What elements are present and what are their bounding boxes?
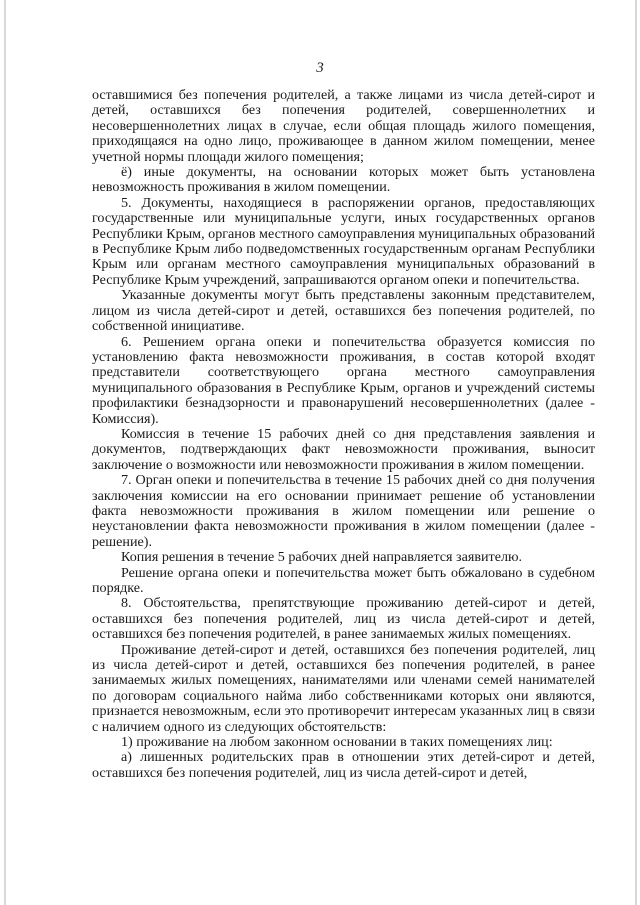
paragraph: 8. Обстоятельства, препятствующие проживанию детей-сирот и детей, оставшихся без попечения родителей, лиц из числа детей-сирот и детей, оставшихся без попечения родителей, в ранее занимаемых жилых помещениях. — [92, 595, 595, 643]
paragraph: Указанные документы могут быть представлены законным представителем, лицом из числа детей-сирот и детей, оставшихся без попечения родителей, по собственной инициативе. — [92, 287, 595, 335]
scan-edge-right — [635, 0, 637, 905]
paragraph: 1) проживание на любом законном основании в таких помещениях лиц: — [121, 734, 553, 751]
paragraph: а) лишенных родительских прав в отношении этих детей-сирот и детей, оставшихся без попечения родителей, лиц из числа детей-сирот и детей, — [92, 749, 595, 781]
paragraph: Проживание детей-сирот и детей, оставшихся без попечения родителей, лиц из числа детей-сирот и детей, оставшихся без попечения родителей, в ранее занимаемых жилых помещениях, нанимателями или членами семей нанимателей по договорам социального найма либо собственниками которых они являются, признается невозможным, если это противоречит интересам указанных лиц в связи с наличием одного из следующих обстоятельств: — [92, 641, 595, 735]
paragraph: 7. Орган опеки и попечительства в течение 15 рабочих дней со дня получения заключения комиссии на его основании принимает решение об установлении факта невозможности проживания в жилом помещении или решение о неустановлении факта невозможности проживания в жилом помещении (далее - решение). — [92, 472, 595, 550]
document-body — [92, 88, 595, 781]
paragraph: Комиссия в течение 15 рабочих дней со дня представления заявления и документов, подтверждающих факт невозможности проживания, выносит заключение о возможности или невозможности проживания в жилом помещении. — [92, 425, 595, 473]
scan-edge-left — [4, 0, 6, 905]
paragraph: ё) иные документы, на основании которых может быть установлена невозможность проживания в жилом помещении. — [92, 164, 595, 196]
paragraph: Решение органа опеки и попечительства может быть обжаловано в судебном порядке. — [92, 564, 595, 596]
page-number: 3 — [316, 60, 324, 76]
paragraph: 6. Решением органа опеки и попечительства образуется комиссия по установлению факта невозможности проживания, в состав которой входят представители соответствующего органа местного самоуправления муниципального образования в Республике Крым, органов и учреждений системы профилактики безнадзорности и правонарушений несовершеннолетних (далее - Комиссия). — [92, 333, 595, 427]
paragraph: Копия решения в течение 5 рабочих дней направляется заявителю. — [121, 549, 523, 566]
paragraph: оставшимися без попечения родителей, а также лицами из числа детей-сирот и детей, оставшихся без попечения родителей, совершеннолетних и несовершеннолетних лицах в случае, если общая площадь жилого помещения, приходящаяся на одно лицо, проживающее в данном жилом помещении, менее учетной нормы площади жилого помещения; — [92, 87, 595, 165]
paragraph: 5. Документы, находящиеся в распоряжении органов, предоставляющих государственные или муниципальные услуги, иных государственных органов Республики Крым, органов местного самоуправления муниципальных образований в Республике Крым либо подведомственных государственным органам Республики Крым или органам местного самоуправления муниципальных образований в Республике Крым учреждений, запрашиваются органом опеки и попечительства. — [92, 194, 595, 288]
